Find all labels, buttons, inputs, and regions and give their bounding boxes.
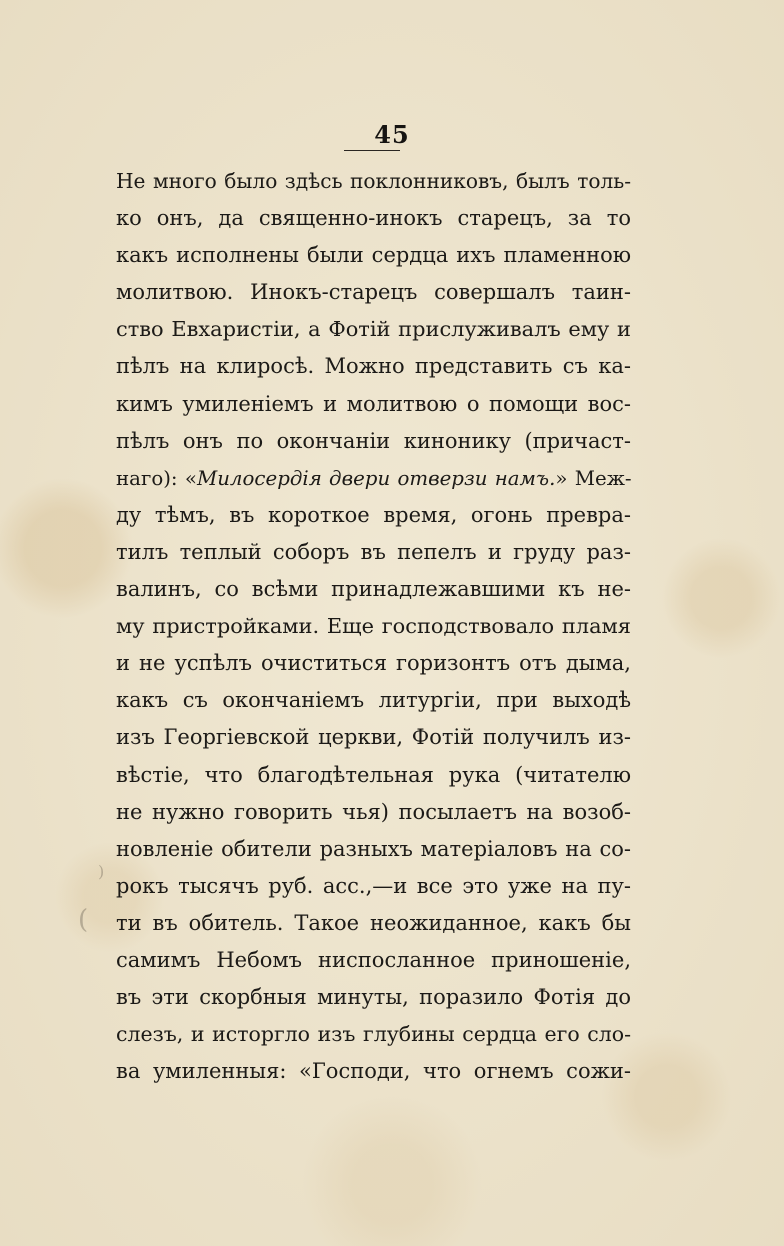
- text-line: тилъ теплый соборъ въ пепелъ и груду раз-: [116, 539, 631, 564]
- text-line: кимъ умиленіемъ и молитвою о помощи вос-: [116, 391, 631, 416]
- text-line: какъ исполнены были сердца ихъ пламенною: [116, 243, 631, 268]
- text-line: ва умиленныя: «Господи, что огнемъ сожи-: [116, 1059, 631, 1084]
- quote-lead: наго): «: [116, 466, 197, 490]
- text-line: ко онъ, да священно-инокъ старецъ, за то: [116, 206, 631, 231]
- text-line: Не много было здѣсь поклонниковъ, былъ толь-: [116, 169, 631, 193]
- text-line: му пристройками. Еще господствовало пламя: [116, 614, 631, 639]
- page-number: 45: [374, 120, 410, 149]
- text-line: новленіе обители разныхъ матеріаловъ на со-: [116, 836, 631, 861]
- text-line: и не успѣлъ очиститься горизонтъ отъ дыма,: [116, 651, 631, 676]
- header-rule: [344, 150, 400, 151]
- text-line-with-quote: [116, 460, 631, 497]
- text-line: молитвою. Инокъ-старецъ совершалъ таин-: [116, 280, 631, 305]
- text-line: изъ Георгіевской церкви, Фотій получилъ из-: [116, 725, 631, 750]
- italic-quote: Милосердія двери отверзи намъ.: [196, 466, 556, 490]
- text-line: ство Евхаристіи, а Фотій прислуживалъ ему и: [116, 317, 631, 342]
- text-line: не нужно говорить чья) посылаетъ на возоб-: [116, 799, 631, 824]
- text-line: самимъ Небомъ ниспосланное приношеніе,: [116, 947, 631, 972]
- text-line: валинъ, со всѣми принадлежавшими къ не-: [116, 577, 631, 602]
- text-line: ду тѣмъ, въ короткое время, огонь превра-: [116, 502, 631, 527]
- text-line: рокъ тысячъ руб. асс.,—и все это уже на пу-: [116, 873, 631, 898]
- margin-bleed-mark: (: [78, 905, 89, 935]
- quote-tail: » Меж-: [555, 466, 632, 490]
- text-line: пѣлъ на клиросѣ. Можно представить съ ка-: [116, 354, 631, 379]
- body-text: [116, 163, 631, 1090]
- text-line: ти въ обитель. Такое неожиданное, какъ бы: [116, 910, 631, 935]
- margin-bleed-mark: ): [98, 862, 105, 881]
- text-line: въ эти скорбныя минуты, поразило Фотія до: [116, 985, 631, 1010]
- text-line: вѣстіе, что благодѣтельная рука (читателю: [116, 762, 631, 787]
- text-line: пѣлъ онъ по окончаніи кинонику (причаст-: [116, 428, 631, 453]
- text-line: слезъ, и исторгло изъ глубины сердца его сло-: [116, 1022, 631, 1047]
- text-line: какъ съ окончаніемъ литургіи, при выходѣ: [116, 688, 631, 713]
